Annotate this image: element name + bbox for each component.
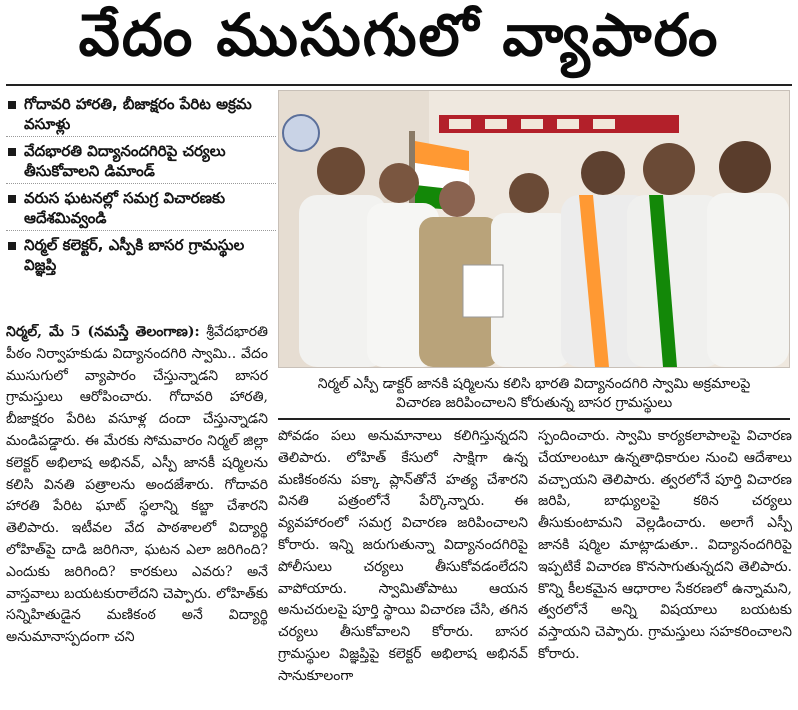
photo-illustration xyxy=(279,91,789,367)
square-bullet-icon xyxy=(8,148,16,156)
article-column-1 xyxy=(6,322,268,706)
article-column-3: స్పందించారు. స్వామి కార్యకలాపాలపై విచారణ చేయాలంటూ ఉన్నతాధికారుల నుంచి ఆదేశాలు వచ్చాయని తెలిపారు. త్వరలోనే పూర్తి విచారణ జరిపి, బాధ్యులపై కఠిన చర్యలు తీసుకుంటామని వెల్లడించారు. అలాగే ఎస్పీ జానకి షర్మిల మాట్లాడుతూ.. విద్యానందగిరిపై ఇప్పటికే విచారణ కొనసాగుతున్నదని తెలిపారు. కొన్ని కీలకమైన ఆధారాల సేకరణలో ఉన్నామని, త్వరలోనే అన్ని విషయాలు బయటకు వస్తాయని చెప్పారు. గ్రామస్తులు సహకరించాలని కోరారు. xyxy=(538,428,792,662)
highlight-text: వరుస ఘటనల్లో సమగ్ర విచారణకు ఆదేశమివ్వండి xyxy=(24,189,226,227)
headline-rule xyxy=(6,84,792,86)
highlight-item xyxy=(6,184,276,231)
news-photo xyxy=(278,90,790,368)
headline: వేదం ముసుగులో వ్యాపారం xyxy=(78,0,720,69)
square-bullet-icon xyxy=(8,242,16,250)
caption-line-2: విచారణ జరిపించాలని కోరుతున్న బాసర గ్రామస్థులు xyxy=(395,395,673,411)
highlight-text: గోదావరి హారతి, బీజాక్షరం పేరిట అక్రమ వసూళ్లు xyxy=(24,95,252,133)
article-text: శ్రీవేదభారతి పీఠం నిర్వాహకుడు విద్యానందగిరి స్వామి.. వేదం ముసుగులో వ్యాపారం చేస్తున్నాడని బాసర గ్రామస్తులు ఆరోపించారు. గోదావరి హారతి, బీజాక్షరం పేరిట వసూళ్ల దందా చేస్తున్నాడని మండిపడ్డారు. ఈ మేరకు సోమవారం నిర్మల్ జిల్లా కలెక్టర్ అభిలాష అభినవ్, ఎస్పీ జానకీ షర్మిలను కలిసి వినతి పత్రాలను అందజేశారు. గోదావరి హారతి పేరిట ఘాట్ స్థలాన్ని కబ్జా చేశారని తెలిపారు. ఇటీవల వేద పాఠశాలలో విద్యార్థి లోహిత్‌పై దాడి జరిగినా, ఘటన ఎలా జరిగింది? ఎందుకు జరిగింది? కారకులు ఎవరు? అనే వాస్తవాలు బయటకురాలేదని చెప్పారు. లోహిత్‌కు సన్నిహితుడైన మణికంఠ అనే విద్యార్థి అనుమానాస్పదంగా చని xyxy=(6,324,268,646)
highlight-text: వేదభారతి విద్యానందగిరిపై చర్యలు తీసుకోవాలని డిమాండ్ xyxy=(24,142,226,180)
petition-paper xyxy=(463,265,503,317)
caption-line-1: నిర్మల్ ఎస్పీ డాక్టర్ జానకి షర్మిలను కలిసి భారతి విద్యానందగిరి స్వామి అక్రమాలపై xyxy=(317,376,751,392)
square-bullet-icon xyxy=(8,195,16,203)
highlight-item xyxy=(6,90,276,137)
photo-caption xyxy=(278,370,790,420)
highlight-text: నిర్మల్ కలెక్టర్, ఎస్పీకి బాసర గ్రామస్థుల విజ్ఞప్తి xyxy=(24,236,245,274)
article-column-2: పోవడం పలు అనుమానాలు కలిగిస్తున్నదని తెలిపారు. లోహిత్ కేసులో సాక్షిగా ఉన్న మణికంఠను పక్కా ప్లాన్‌తోనే హత్య చేశారని వినతి పత్రంలోనే పేర్కొన్నారు. ఈ వ్యవహారంలో సమగ్ర విచారణ జరిపించాలని కోరారు. ఇన్ని జరుగుతున్నా విద్యానందగిరిపై పోలీసులు చర్యలు తీసుకోవడంలేదని వాపోయారు. స్వామితోపాటు ఆయన అనుచరులపై పూర్తి స్థాయి విచారణ చేసి, తగిన చర్యలు తీసుకోవాలని కోరారు. బాసర గ్రామస్థుల విజ్ఞప్తిపై కలెక్టర్ అభిలాష అభినవ్ సానుకూలంగా xyxy=(278,428,528,684)
dateline: నిర్మల్, మే 5 (నమస్తే తెలంగాణ): xyxy=(6,324,200,340)
highlight-item xyxy=(6,137,276,184)
square-bullet-icon xyxy=(8,101,16,109)
highlight-item xyxy=(6,231,276,278)
police-emblem-icon xyxy=(283,115,319,151)
highlights-box xyxy=(6,90,276,316)
